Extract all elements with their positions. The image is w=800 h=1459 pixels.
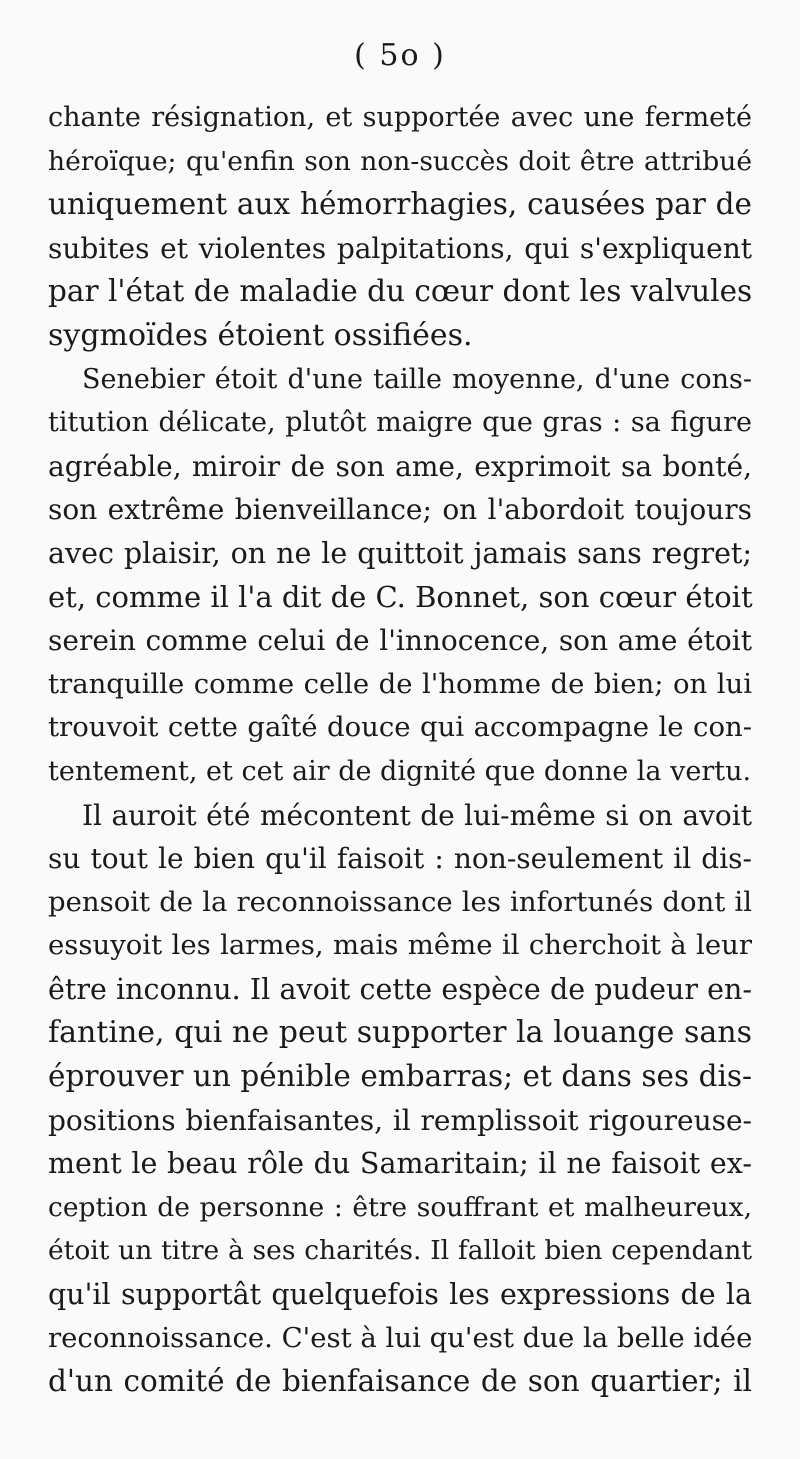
text-line: tentement, et cet air de dignité que donne la vertu. bbox=[48, 755, 752, 787]
text-line: avec plaisir, on ne le quittoit jamais sans regret; bbox=[48, 536, 752, 570]
text-line: Senebier étoit d'une taille moyenne, d'une cons- bbox=[82, 363, 752, 395]
text-line: éprouver un pénible embarras; et dans ses dis- bbox=[48, 1059, 752, 1094]
text-line: étoit un titre à ses charités. Il falloit bien cependant bbox=[48, 1235, 752, 1267]
text-line: agréable, miroir de son ame, exprimoit sa bonté, bbox=[48, 449, 752, 483]
text-line: par l'état de maladie du cœur dont les valvules bbox=[48, 274, 753, 309]
body-text bbox=[48, 96, 752, 1404]
text-line: serein comme celui de l'innocence, son ame étoit bbox=[48, 624, 752, 658]
text-line: d'un comité de bienfaisance de son quartier; il bbox=[48, 1364, 752, 1399]
text-line: son extrême bienveillance; on l'abordoit toujours bbox=[48, 493, 752, 527]
text-line: trouvoit cette gaîté douce qui accompagne le con- bbox=[48, 711, 752, 744]
page-number: ( 5o ) bbox=[354, 38, 446, 73]
text-line: ception de personne : être souffrant et malheureux, bbox=[48, 1191, 752, 1223]
text-line: héroïque; qu'enfin son non-succès doit être attribué bbox=[48, 145, 752, 177]
text-line: subites et violentes palpitations, qui s'expliquent bbox=[48, 231, 752, 265]
text-line: Il auroit été mécontent de lui-même si on avoit bbox=[82, 798, 752, 832]
text-line: pensoit de la reconnoissance les infortunés dont il bbox=[48, 885, 752, 918]
text-line: tranquille comme celle de l'homme de bien; on lui bbox=[48, 667, 752, 700]
text-line: qu'il supportât quelquefois les expressions de la bbox=[48, 1278, 752, 1312]
text-line: reconnoissance. C'est à lui qu'est due la belle idée bbox=[48, 1321, 753, 1354]
text-line: être inconnu. Il avoit cette espèce de pudeur en- bbox=[48, 972, 752, 1006]
text-line: chante résignation, et supportée avec une fermeté bbox=[48, 102, 752, 133]
text-line: sygmoïdes étoient ossifiées. bbox=[48, 317, 473, 353]
text-line: positions bienfaisantes, il remplissoit rigoureuse- bbox=[48, 1103, 752, 1137]
text-line: fantine, qui ne peut supporter la louange sans bbox=[48, 1015, 752, 1051]
text-line: ment le beau rôle du Samaritain; il ne faisoit ex- bbox=[48, 1147, 752, 1181]
text-line: titution délicate, plutôt maigre que gras : sa figure bbox=[48, 407, 752, 439]
text-line: essuyoit les larmes, mais même il cherchoit à leur bbox=[48, 929, 752, 962]
text-line: et, comme il l'a dit de C. Bonnet, son cœur étoit bbox=[48, 579, 753, 614]
text-line: uniquement aux hémorrhagies, causées par de bbox=[48, 187, 752, 222]
text-line: su tout le bien qu'il faisoit : non-seulement il dis- bbox=[48, 842, 752, 876]
